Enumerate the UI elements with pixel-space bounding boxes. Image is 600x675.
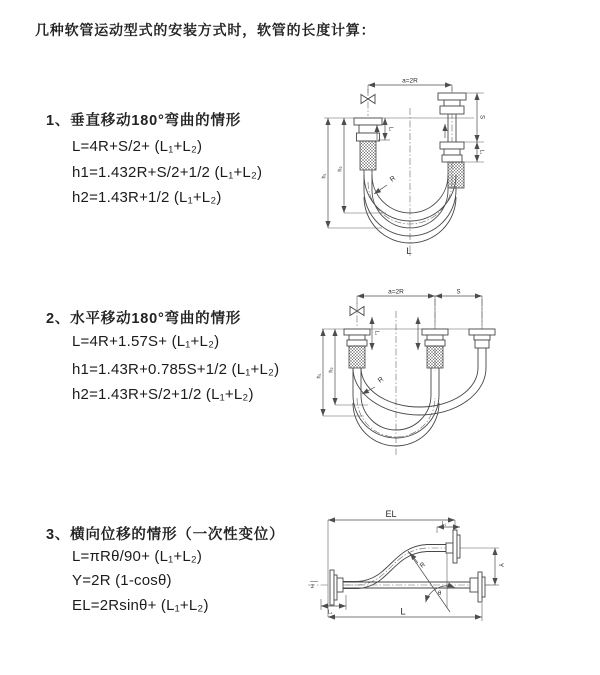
dim-label-y: Y [497, 562, 504, 568]
dim-label-l: L [406, 246, 412, 257]
dim-label-l1-left: L₁ [387, 126, 394, 132]
radius-leader [374, 185, 387, 194]
dim-label-r: R [418, 561, 427, 570]
dim-label-l1-top: L₁ [441, 521, 447, 527]
dim-label-l1-right: L₁ [478, 149, 485, 155]
section-1-formula-h2: h2=1.43R+1/2 (L₁+L₂) [72, 189, 222, 206]
section-2-formula-L: L=4R+1.57S+ (L₁+L₂) [72, 333, 220, 350]
left-pipe-end [354, 118, 382, 170]
dim-label-s: S [478, 114, 485, 120]
section-3-formula-EL: EL=2Rsinθ+ (L₁+L₂) [72, 597, 209, 614]
page-title: 几种软管运动型式的安装方式时，软管的长度计算： [35, 22, 376, 38]
dim-label-l1: L₁ [373, 330, 380, 336]
hose-braid-hatch [360, 141, 376, 170]
dim-label-l: L [400, 606, 406, 618]
dim-label-s: S [456, 289, 461, 296]
dim-label-theta: θ [438, 591, 442, 597]
middle-pipe-end [422, 329, 448, 368]
dim-label-r: R [388, 174, 398, 184]
hose-u-bends [353, 348, 486, 446]
dim-label-el: EL [385, 509, 397, 519]
radius-line [408, 551, 450, 612]
hose-braid-hatch [349, 346, 365, 368]
left-flange [330, 570, 343, 605]
section-2-formula-h1: h1=1.43R+0.785S+1/2 (L₁+L₂) [72, 361, 280, 378]
diagram-horizontal-bend [312, 283, 600, 461]
dim-label-l1-left: L₁ [328, 609, 333, 616]
dim-label-h1: h₁ [321, 173, 328, 179]
dim-label-r: R [376, 375, 386, 385]
original-position-pipe [343, 572, 485, 602]
section-1-formula-h1: h1=1.432R+S/2+1/2 (L₁+L₂) [72, 164, 263, 181]
dim-label-h2: h₂ [337, 166, 344, 172]
section-2-formula-h2: h2=1.43R+S/2+1/2 (L₁+L₂) [72, 386, 254, 403]
section-1-heading: 1、垂直移动180°弯曲的情形 [46, 113, 242, 129]
dim-label-a2r: a=2R [388, 288, 404, 296]
dim-label-a2r: a=2R [402, 77, 418, 85]
dim-label-h1: h₁ [316, 373, 323, 379]
diagram-lateral-displacement [298, 505, 600, 655]
section-3-formula-L: L=πRθ/90+ (L₁+L₂) [72, 548, 203, 565]
right-pipe-end [469, 329, 495, 348]
section-3-formula-Y: Y=2R (1-cosθ) [72, 572, 172, 589]
upper-flange [446, 530, 460, 563]
section-2-heading: 2、水平移动180°弯曲的情形 [46, 311, 242, 327]
radius-leader [362, 387, 375, 394]
section-3-heading: 3、横向位移的情形（一次性变位） [46, 527, 285, 543]
left-pipe-end [344, 329, 370, 368]
section-1-formula-L: L=4R+S/2+ (L₁+L₂) [72, 138, 203, 155]
z-mark-label: z [311, 584, 314, 590]
diagram-vertical-bend [312, 70, 600, 266]
dim-label-h2: h₂ [328, 367, 335, 373]
hose-braid-hatch [448, 162, 464, 188]
hose-braid-hatch [427, 346, 443, 368]
